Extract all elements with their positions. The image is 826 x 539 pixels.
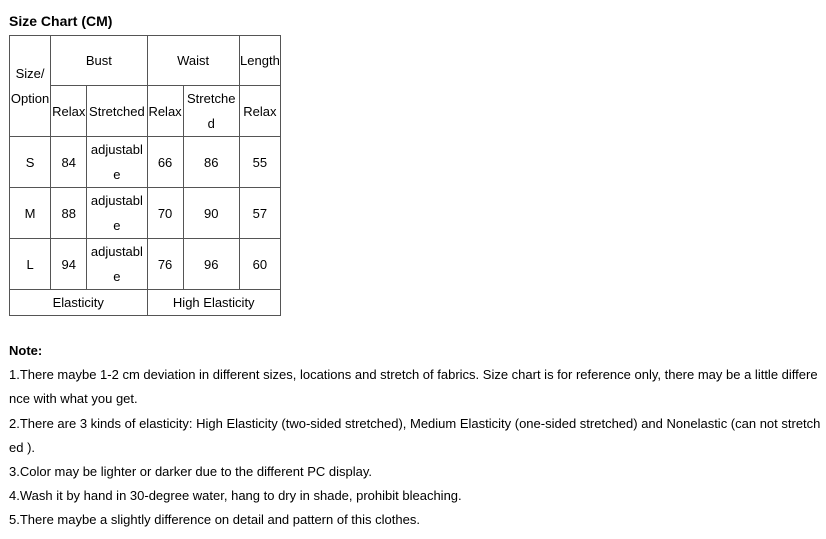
bust-stretched-cell: adjustable [87, 239, 147, 290]
table-row [10, 188, 281, 239]
size-chart-table [9, 35, 281, 316]
bust-stretched-header: Stretched [87, 86, 147, 137]
waist-stretched-cell: 86 [183, 137, 239, 188]
size-chart-title: Size Chart (CM) [9, 13, 113, 29]
bust-relax-cell: 88 [51, 188, 87, 239]
length-header: Length [239, 36, 280, 86]
waist-relax-cell: 66 [147, 137, 183, 188]
size-option-header: Size/ Option [10, 36, 51, 137]
waist-stretched-header: Stretched [183, 86, 239, 137]
bust-relax-cell: 84 [51, 137, 87, 188]
note-item: 3.Color may be lighter or darker due to the different PC display. [9, 464, 372, 480]
notes-section [9, 339, 821, 533]
size-cell: L [10, 239, 51, 290]
length-cell: 55 [239, 137, 280, 188]
bust-relax-header: Relax [51, 86, 87, 137]
waist-relax-cell: 76 [147, 239, 183, 290]
table-row [10, 239, 281, 290]
bust-relax-cell: 94 [51, 239, 87, 290]
note-item: 2.There are 3 kinds of elasticity: High Elasticity (two-sided stretched), Medium Elasticity (one-sided stretched) and Nonelastic (can not stretched ). [9, 415, 821, 455]
length-cell: 60 [239, 239, 280, 290]
table-header-row [10, 36, 281, 86]
table-subheader-row [10, 86, 281, 137]
table-footer-row [10, 290, 281, 316]
waist-stretched-cell: 96 [183, 239, 239, 290]
note-item: 4.Wash it by hand in 30-degree water, hang to dry in shade, prohibit bleaching. [9, 488, 462, 504]
waist-relax-header: Relax [147, 86, 183, 137]
bust-stretched-cell: adjustable [87, 188, 147, 239]
notes-heading: Note: [9, 343, 43, 358]
note-item: 1.There maybe 1-2 cm deviation in different sizes, locations and stretch of fabrics. Size chart is for reference only, there may be a little difference with what you get. [9, 367, 818, 407]
waist-stretched-cell: 90 [183, 188, 239, 239]
table-row [10, 137, 281, 188]
waist-header: Waist [147, 36, 239, 86]
bust-header: Bust [51, 36, 147, 86]
note-item: 5.There maybe a slightly difference on detail and pattern of this clothes. [9, 512, 420, 528]
length-cell: 57 [239, 188, 280, 239]
size-cell: S [10, 137, 51, 188]
elasticity-label: Elasticity [10, 290, 148, 316]
elasticity-value: High Elasticity [147, 290, 281, 316]
size-cell: M [10, 188, 51, 239]
bust-stretched-cell: adjustable [87, 137, 147, 188]
length-relax-header: Relax [239, 86, 280, 137]
waist-relax-cell: 70 [147, 188, 183, 239]
